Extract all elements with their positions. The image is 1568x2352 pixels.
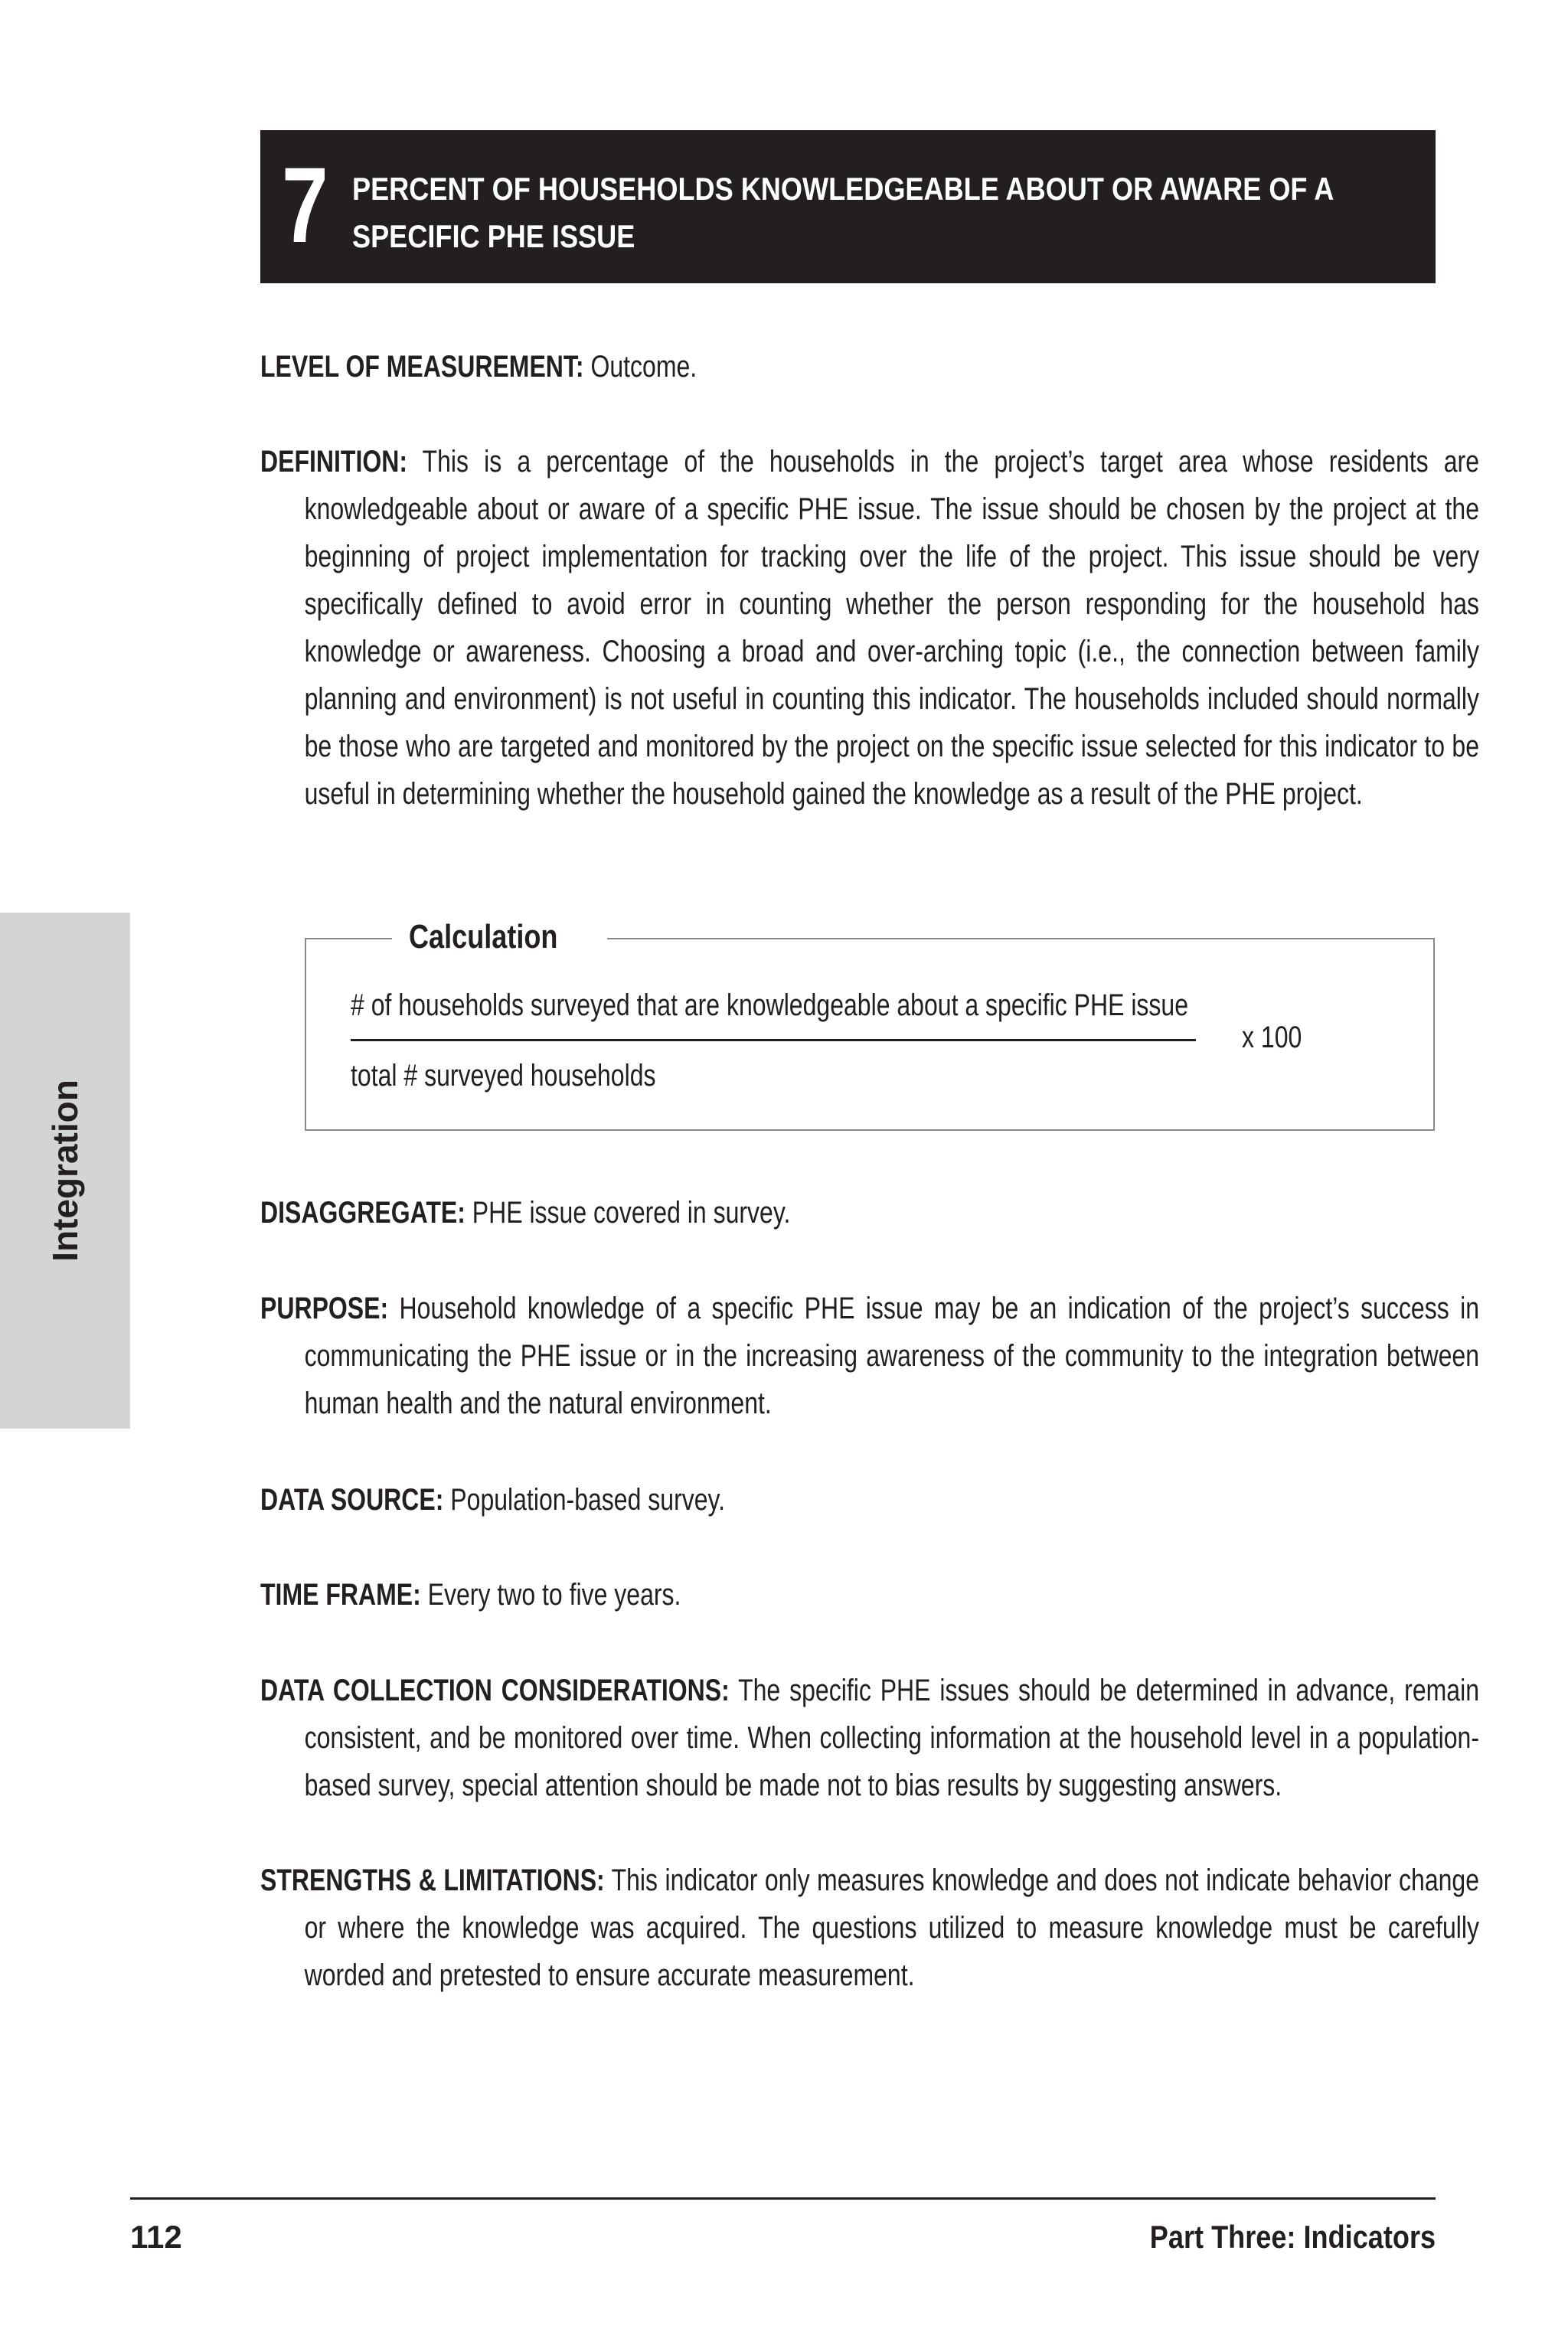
definition-label: DEFINITION: <box>260 445 407 479</box>
purpose-text: Household knowledge of a specific PHE issue may be an indication of the project’s success in communicating the PHE issue or in the increasing awareness of the community to the integration between human health and the natural environment. <box>304 1292 1480 1420</box>
indicator-title <box>352 165 1334 260</box>
fraction-bar <box>351 1039 1196 1041</box>
page-number: 112 <box>130 2219 182 2255</box>
level-text: Outcome. <box>590 350 697 384</box>
calculation-heading: Calculation <box>392 910 607 964</box>
disaggregate-section <box>260 1189 1436 1236</box>
calculation-denominator: total # surveyed households <box>351 1059 656 1093</box>
calculation-box <box>305 918 1435 1131</box>
side-tab-label: Integration <box>45 1080 85 1262</box>
disaggregate-text: PHE issue covered in survey. <box>472 1196 791 1230</box>
strengths-limitations-section <box>260 1857 1480 1999</box>
level-of-measurement <box>260 343 1436 390</box>
indicator-title-line-2: SPECIFIC PHE ISSUE <box>352 218 635 254</box>
data-collection-section <box>260 1667 1480 1809</box>
data-source-label: DATA SOURCE: <box>260 1483 444 1517</box>
data-collection-text: The specific PHE issues should be determined in advance, remain consistent, and be monitored over time. When collecting information at the household level in a population-based survey, special attention should be made not to bias results by suggesting answers. <box>304 1674 1480 1802</box>
time-frame-text: Every two to five years. <box>427 1578 681 1612</box>
calculation-numerator: # of households surveyed that are knowledgeable about a specific PHE issue <box>351 988 1189 1022</box>
indicator-header <box>260 130 1436 283</box>
strengths-text: This indicator only measures knowledge and does not indicate behavior change or where the knowledge was acquired. The questions utilized to measure knowledge must be carefully worded and pretested to ensure accurate measurement. <box>304 1864 1480 1992</box>
footer-rule <box>130 2197 1436 2200</box>
calculation-multiplier: x 100 <box>1242 1021 1302 1054</box>
indicator-number: 7 <box>282 145 326 265</box>
data-collection-label: DATA COLLECTION CONSIDERATIONS: <box>260 1674 730 1707</box>
definition-section <box>260 438 1480 818</box>
section-side-tab <box>0 913 130 1429</box>
indicator-title-line-1: PERCENT OF HOUSEHOLDS KNOWLEDGEABLE ABOUT OR AWARE OF A <box>352 171 1334 207</box>
disaggregate-label: DISAGGREGATE: <box>260 1196 466 1230</box>
level-label: LEVEL OF MEASUREMENT: <box>260 350 584 384</box>
footer-section-title: Part Three: Indicators <box>1149 2219 1436 2255</box>
purpose-section <box>260 1285 1480 1427</box>
time-frame-section <box>260 1571 1436 1619</box>
definition-text: This is a percentage of the households in the project’s target area whose residents are knowledgeable about or aware of a specific PHE issue. The issue should be chosen by the project at the beginning of project implementation for tracking over the life of the project. This issue should be very specifically defined to avoid error in counting whether the person responding for the household has knowledge or awareness. Choosing a broad and over-arching topic (i.e., the connection between family planning and environment) is not useful in counting this indicator. The households included should normally be those who are targeted and monitored by the project on the specific issue selected for this indicator to be useful in determining whether the household gained the knowledge as a result of the PHE project. <box>304 445 1480 811</box>
data-source-section <box>260 1476 1436 1524</box>
time-frame-label: TIME FRAME: <box>260 1578 421 1612</box>
purpose-label: PURPOSE: <box>260 1292 389 1325</box>
strengths-label: STRENGTHS & LIMITATIONS: <box>260 1864 605 1897</box>
data-source-text: Population-based survey. <box>450 1483 726 1517</box>
